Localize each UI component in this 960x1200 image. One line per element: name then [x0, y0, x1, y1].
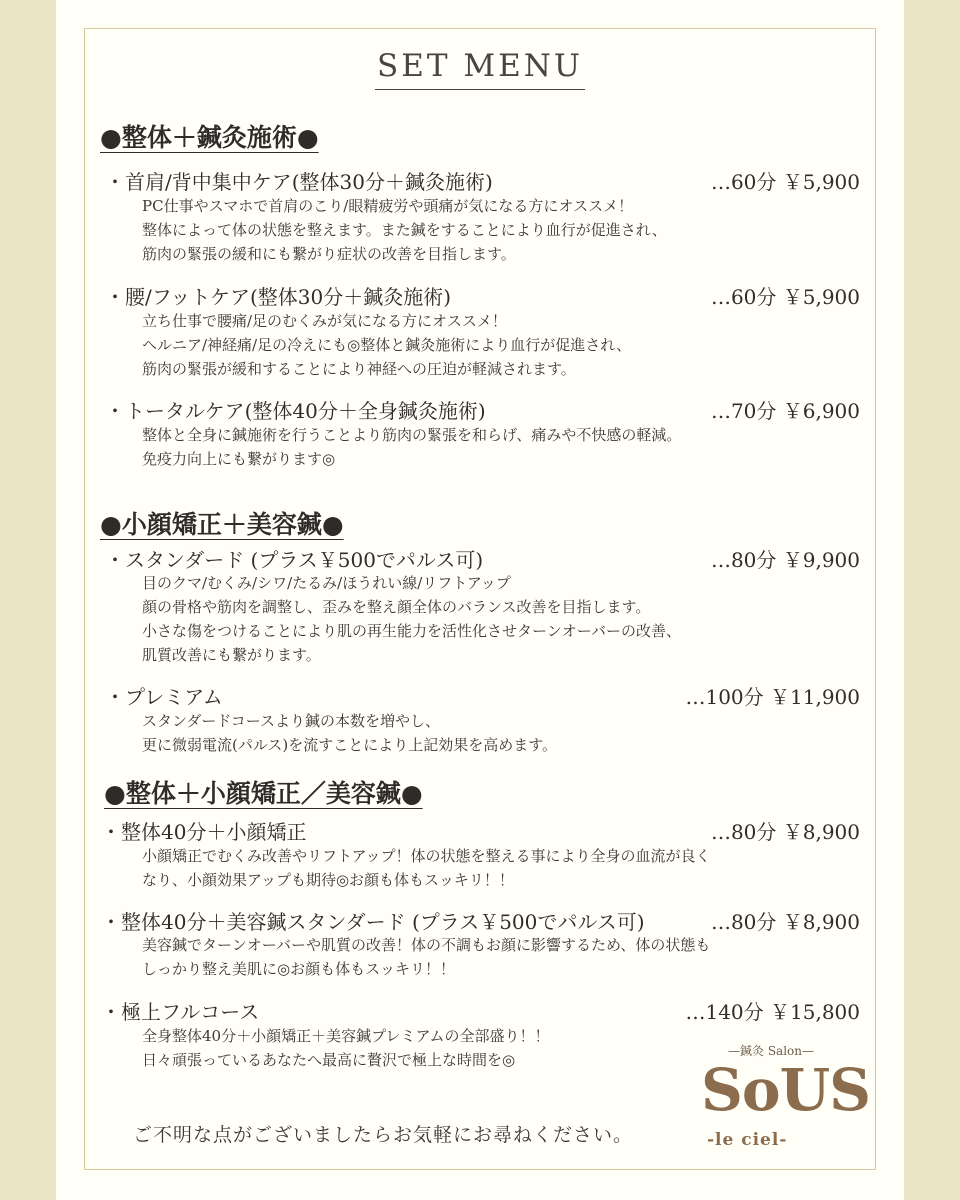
description-line: 小さな傷をつけることにより肌の再生能力を活性化させターンオーバーの改善、 [142, 622, 681, 640]
menu-item-description [142, 1024, 549, 1072]
description-line: 更に微弱電流(パルス)を流すことにより上記効果を高めます。 [142, 736, 558, 754]
description-line: 立ち仕事で腰痛/足のむくみが気になる方にオススメ！ [142, 312, 507, 330]
description-line: しっかり整え美肌に◎お顔も体もスッキリ！！ [142, 960, 455, 978]
menu-item-name: ・トータルケア(整体40分＋全身鍼灸施術) [105, 399, 486, 423]
menu-item-name: ・スタンダード (プラス￥500でパルス可) [105, 548, 484, 572]
description-line: 筋肉の緊張の緩和にも繋がり症状の改善を目指します。 [142, 245, 516, 263]
salon-logo [695, 1042, 871, 1162]
menu-item [101, 996, 860, 1024]
description-line: スタンダードコースより鍼の本数を増やし、 [142, 712, 441, 730]
footer-note: ご不明な点がございましたらお気軽にお尋ねください。 [133, 1124, 634, 1146]
logo-name: SoUS [701, 1056, 871, 1124]
description-line: ヘルニア/神経痛/足の冷えにも◎整体と鍼灸施術により血行が促進され、 [142, 336, 632, 354]
description-line: なり、小顔効果アップも期待◎お顔も体もスッキリ！！ [142, 871, 514, 889]
menu-item-name: ・整体40分＋美容鍼スタンダード (プラス￥500でパルス可) [101, 910, 645, 934]
description-line: 整体によって体の状態を整えます。また鍼をすることにより血行が促進され、 [142, 221, 667, 239]
page-title-text: SET MENU [375, 48, 585, 90]
description-line: 肌質改善にも繋がります。 [142, 646, 321, 664]
description-line: 小顔矯正でむくみ改善やリフトアップ！体の状態を整える事により全身の血流が良く [142, 847, 711, 865]
menu-item-price: …60分 ￥5,900 [710, 285, 860, 309]
logo-subtitle: -le ciel- [707, 1130, 788, 1150]
description-line: PC仕事やスマホで首肩のこり/眼精疲労や頭痛が気になる方にオススメ！ [142, 197, 634, 215]
menu-item-price: …140分 ￥15,800 [685, 1000, 860, 1024]
page-title [0, 48, 960, 84]
description-line: 日々頑張っているあなたへ最高に贅沢で極上な時間を◎ [142, 1051, 516, 1069]
menu-item-description [142, 933, 710, 981]
description-line: 美容鍼でターンオーバーや肌質の改善！体の不調もお顔に影響するため、体の状態も [142, 936, 711, 954]
menu-item-name: ・極上フルコース [101, 1000, 260, 1024]
menu-item-name: ・プレミアム [105, 685, 223, 709]
description-line: 顔の骨格や筋肉を調整し、歪みを整え顔全体のバランス改善を目指します。 [142, 598, 651, 616]
menu-item-name: ・腰/フットケア(整体30分＋鍼灸施術) [105, 285, 451, 309]
menu-item-price: …70分 ￥6,900 [710, 399, 860, 423]
description-line: 免疫力向上にも繋がります◎ [142, 450, 336, 468]
menu-item-description [142, 709, 557, 757]
menu-item [105, 395, 860, 423]
menu-item-name: ・首肩/背中集中ケア(整体30分＋鍼灸施術) [105, 170, 493, 194]
description-line: 整体と全身に鍼施術を行うことより筋肉の緊張を和らげ、痛みや不快感の軽減。 [142, 426, 682, 444]
menu-item [101, 816, 860, 844]
section-heading: ●整体＋鍼灸施術● [100, 123, 319, 152]
description-line: 目のクマ/むくみ/シワ/たるみ/ほうれい線/リフトアップ [142, 574, 511, 592]
menu-item [105, 281, 860, 309]
menu-item-description [142, 309, 631, 381]
logo-tagline: —鍼灸 Salon— [728, 1044, 814, 1058]
menu-item-name: ・整体40分＋小顔矯正 [101, 820, 307, 844]
menu-item [105, 681, 860, 709]
menu-item-price: …60分 ￥5,900 [710, 170, 860, 194]
description-line: 全身整体40分＋小顔矯正＋美容鍼プレミアムの全部盛り！！ [142, 1027, 550, 1045]
menu-item-description [142, 194, 667, 266]
menu-item-description [142, 844, 711, 892]
menu-item-price: …80分 ￥8,900 [710, 820, 860, 844]
menu-item-price: …80分 ￥8,900 [710, 910, 860, 934]
menu-item-description [142, 423, 681, 471]
menu-item-description [142, 571, 681, 667]
description-line: 筋肉の緊張が緩和することにより神経への圧迫が軽減されます。 [142, 360, 576, 378]
section-heading: ●小顔矯正＋美容鍼● [100, 510, 344, 539]
menu-item-price: …100分 ￥11,900 [685, 685, 860, 709]
menu-item [105, 166, 860, 194]
menu-item-price: …80分 ￥9,900 [710, 548, 860, 572]
section-heading: ●整体＋小顔矯正／美容鍼● [104, 779, 423, 808]
menu-item [105, 544, 860, 572]
menu-item [101, 906, 860, 934]
